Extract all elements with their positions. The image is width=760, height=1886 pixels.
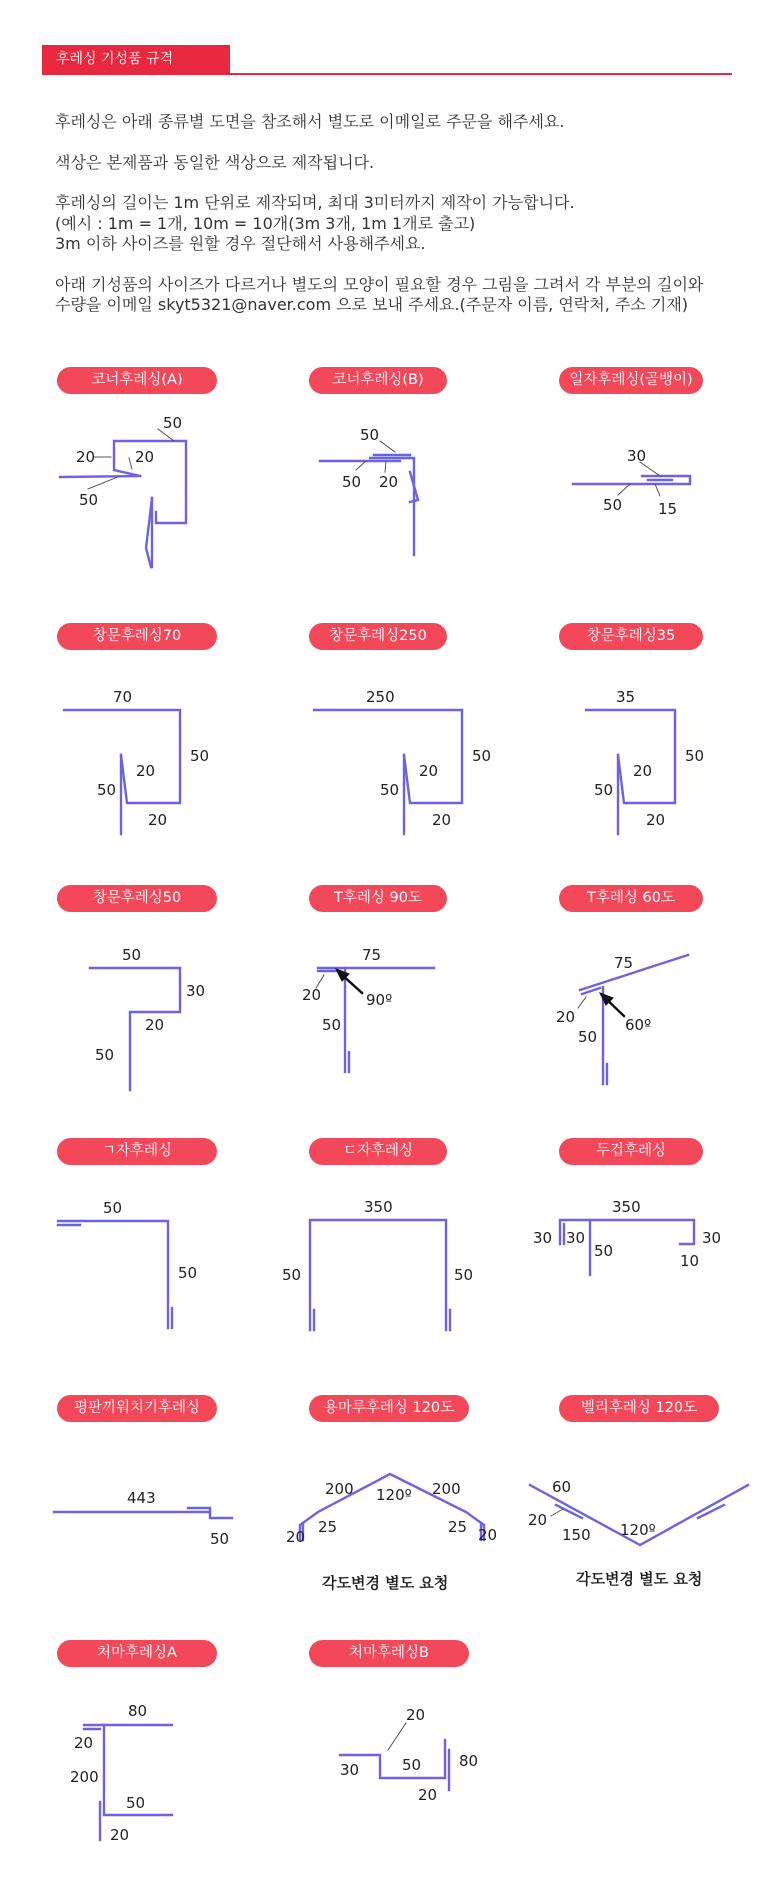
arrow-t90: [336, 969, 362, 993]
diagram-eave-b: [340, 1723, 449, 1790]
label-window70: 창문후레싱70: [57, 623, 217, 650]
window250-dim-20-inner: 20: [419, 762, 439, 780]
label-window250: 창문후레싱250: [309, 623, 447, 650]
label-eave-b: 처마후레싱B: [309, 1640, 469, 1667]
label-t90: T후레싱 90도: [309, 885, 447, 912]
t60-dim-20: 20: [556, 1008, 576, 1026]
cap-dim-30-inner: 30: [566, 1229, 586, 1247]
diagram-digeut: [310, 1220, 450, 1330]
window50-dim-20: 20: [145, 1016, 165, 1034]
giyeok-dim-50-right: 50: [178, 1264, 198, 1282]
window70-dim-20-bottom: 20: [148, 811, 168, 829]
flat-dim-50: 50: [210, 1530, 230, 1548]
corner-a-dim-50-top: 50: [163, 414, 183, 432]
cap-dim-10: 10: [680, 1252, 700, 1270]
eave-a-dim-200: 200: [70, 1768, 99, 1786]
corner-b-dim-20: 20: [379, 473, 399, 491]
diagram-corner-b: [320, 441, 418, 555]
window50-dim-30: 30: [186, 982, 206, 1000]
eave-a-dim-80: 80: [128, 1702, 148, 1720]
flat-dim-443: 443: [127, 1489, 156, 1507]
ridge-dim-25-left: 25: [318, 1518, 338, 1536]
cap-dim-30-right: 30: [702, 1229, 722, 1247]
window50-dim-50-left: 50: [95, 1046, 115, 1064]
label-eave-a: 처마후레싱A: [57, 1640, 217, 1667]
valley-note: 각도변경 별도 요청: [576, 1570, 703, 1588]
length-line-2: (예시 : 1m = 1개, 10m = 10개(3m 3개, 1m 1개로 출고): [55, 213, 476, 233]
label-digeut: ㄷ자후레싱: [309, 1138, 447, 1165]
corner-a-dim-20-left: 20: [76, 448, 96, 466]
eave-b-dim-50: 50: [402, 1756, 422, 1774]
length-line-3: 3m 이하 사이즈를 원할 경우 절단해서 사용해주세요.: [55, 234, 426, 253]
window250-dim-20-bottom: 20: [432, 811, 452, 829]
ridge-dim-angle: 120º: [376, 1486, 412, 1504]
window35-dim-20-inner: 20: [633, 762, 653, 780]
custom-line-2: 수량을 이메일 skyt5321@naver.com 으로 보내 주세요.(주문자 이름, 연락처, 주소 기재): [55, 295, 689, 314]
label-corner-a: 코너후레싱(A): [57, 367, 217, 394]
window35-dim-50-left: 50: [594, 781, 614, 799]
digeut-dim-50-left: 50: [282, 1266, 302, 1284]
valley-dim-150: 150: [562, 1526, 591, 1544]
label-flat: 평판끼워치기후레싱: [57, 1395, 217, 1422]
diagram-flat: [54, 1508, 232, 1518]
ridge-dim-25-right: 25: [448, 1518, 468, 1536]
t60-dim-50: 50: [578, 1028, 598, 1046]
t90-dim-75: 75: [362, 946, 382, 964]
valley-dim-angle: 120º: [620, 1521, 656, 1539]
valley-dim-60: 60: [552, 1478, 572, 1496]
window250-dim-250: 250: [366, 688, 395, 706]
label-cap: 두겁후레싱: [559, 1138, 703, 1165]
intro-paragraph-order: 후레싱은 아래 종류별 도면을 참조해서 별도로 이메일로 주문을 해주세요.: [55, 112, 565, 131]
corner-b-dim-50-top: 50: [360, 426, 380, 444]
length-line-1: 후레싱의 길이는 1m 단위로 제작되며, 최대 3미터까지 제작이 가능합니다.: [55, 193, 575, 212]
ridge-dim-20-left: 20: [286, 1528, 306, 1546]
digeut-dim-350: 350: [364, 1198, 393, 1216]
label-window35: 창문후레싱35: [559, 623, 703, 650]
window250-dim-50-right: 50: [472, 747, 492, 765]
corner-b-dim-50-left: 50: [342, 473, 362, 491]
window70-dim-20-inner: 20: [136, 762, 156, 780]
digeut-dim-50-right: 50: [454, 1266, 474, 1284]
valley-dim-20: 20: [528, 1511, 548, 1529]
label-ridge: 용마루후레싱 120도: [309, 1395, 469, 1422]
t90-dim-20: 20: [302, 986, 322, 1004]
window50-dim-50-top: 50: [122, 946, 142, 964]
straight-dim-30: 30: [627, 447, 647, 465]
eave-b-dim-80: 80: [459, 1752, 479, 1770]
intro-paragraph-color: 색상은 본제품과 동일한 색상으로 제작됩니다.: [55, 152, 375, 172]
ridge-note: 각도변경 별도 요청: [322, 1574, 449, 1592]
straight-dim-15: 15: [658, 500, 678, 518]
window35-dim-50-right: 50: [685, 747, 705, 765]
window70-dim-70: 70: [113, 688, 133, 706]
diagram-straight: [573, 462, 690, 496]
label-straight: 일자후레싱(골뱅이): [559, 367, 703, 394]
t60-dim-75: 75: [614, 954, 634, 972]
window35-dim-35: 35: [616, 688, 636, 706]
t90-dim-angle: 90º: [366, 991, 393, 1009]
label-t60: T후레싱 60도: [559, 885, 703, 912]
eave-a-dim-20-top: 20: [74, 1734, 94, 1752]
label-giyeok: ㄱ자후레싱: [57, 1138, 217, 1165]
cap-dim-50: 50: [594, 1242, 614, 1260]
diagram-window50: [90, 968, 180, 1090]
ridge-dim-20-right: 20: [478, 1526, 498, 1544]
eave-b-dim-30: 30: [340, 1761, 360, 1779]
label-corner-b: 코너후레싱(B): [309, 367, 447, 394]
corner-a-dim-50-bottom: 50: [79, 491, 99, 509]
eave-a-dim-20-bottom: 20: [110, 1826, 130, 1844]
window70-dim-50-right: 50: [190, 747, 210, 765]
window70-dim-50-left: 50: [97, 781, 117, 799]
giyeok-dim-50-top: 50: [103, 1199, 123, 1217]
window250-dim-50-left: 50: [380, 781, 400, 799]
ridge-dim-200-left: 200: [325, 1480, 354, 1498]
window35-dim-20-bottom: 20: [646, 811, 666, 829]
label-valley: 벨리후레싱 120도: [559, 1395, 719, 1422]
ridge-dim-200-right: 200: [432, 1480, 461, 1498]
section-title: 후레싱 기성품 규격: [42, 45, 230, 73]
diagram-giyeok: [58, 1221, 172, 1328]
cap-dim-30-outer: 30: [533, 1229, 553, 1247]
label-window50: 창문후레싱50: [57, 885, 217, 912]
eave-b-dim-20-bottom: 20: [418, 1786, 438, 1804]
eave-b-dim-20-top: 20: [406, 1706, 426, 1724]
t90-dim-50: 50: [322, 1016, 342, 1034]
custom-line-1: 아래 기성품의 사이즈가 다르거나 별도의 모양이 필요할 경우 그림을 그려서 각 부분의 길이와: [55, 274, 704, 294]
eave-a-dim-50: 50: [126, 1794, 146, 1812]
corner-a-dim-20-inner: 20: [135, 448, 155, 466]
straight-dim-50: 50: [603, 496, 623, 514]
t60-dim-angle: 60º: [625, 1016, 652, 1034]
cap-dim-350: 350: [612, 1198, 641, 1216]
